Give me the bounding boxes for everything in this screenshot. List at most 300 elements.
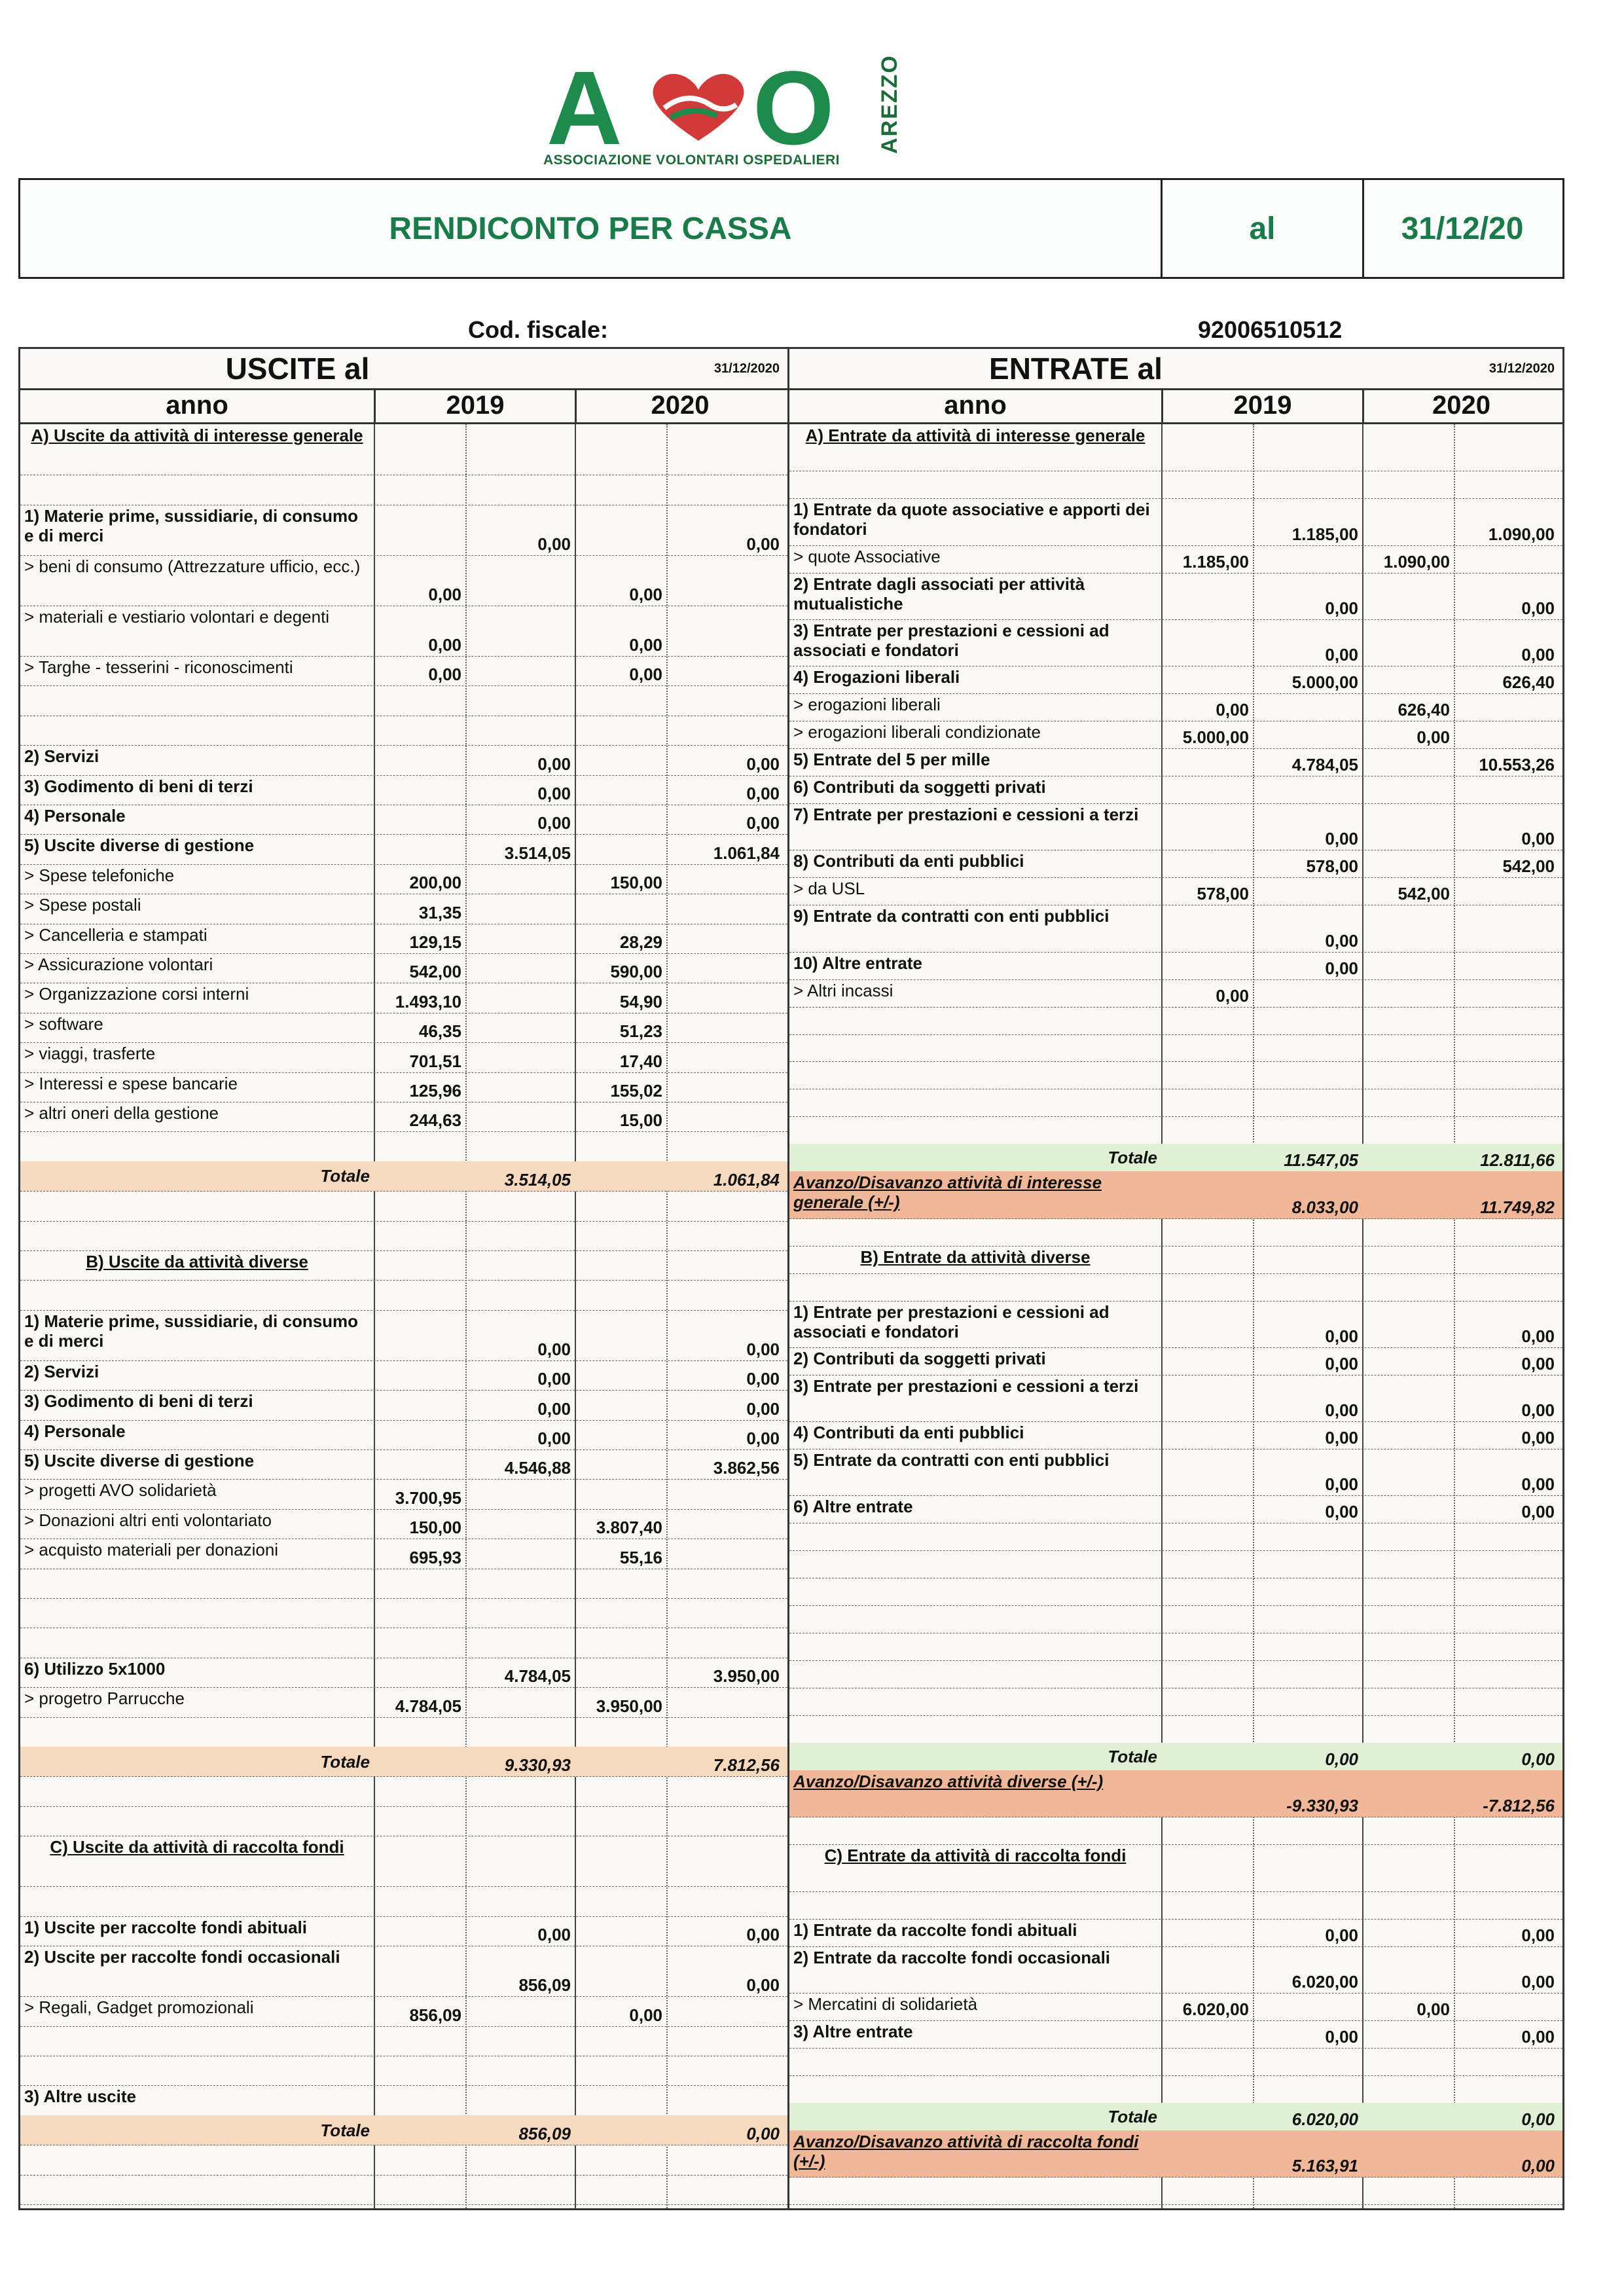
entrate-value-d	[1454, 1605, 1559, 1633]
entrate-value-c: 0,00	[1416, 1999, 1450, 2019]
entrate-value-a	[1161, 1715, 1253, 1743]
entrate-row	[789, 1061, 1562, 1089]
entrate-row-label: Avanzo/Disavanzo attività di interesse generale (+/-)	[793, 1173, 1102, 1212]
uscite-value-c: 0,00	[629, 635, 662, 655]
entrate-value-d	[1454, 1817, 1559, 1844]
entrate-anno-label: anno	[944, 391, 1007, 420]
logo-city: AREZZO	[877, 54, 902, 154]
entrate-value-b: 0,00	[1325, 1502, 1358, 1522]
uscite-value-a	[374, 475, 465, 504]
uscite-value-b: 0,00	[537, 754, 571, 774]
uscite-value-c	[575, 1836, 666, 1886]
entrate-row-label: 3) Entrate per prestazioni e cessioni ad associati e fondatori	[793, 620, 1110, 660]
uscite-value-a	[374, 2056, 465, 2085]
uscite-row	[20, 1420, 787, 1450]
entrate-value-c	[1362, 850, 1454, 877]
uscite-value-c: 15,00	[619, 1110, 662, 1131]
uscite-table	[18, 347, 789, 2210]
entrate-value-b: 0,00	[1325, 2026, 1358, 2047]
uscite-value-a	[374, 1280, 465, 1309]
entrate-row	[789, 498, 1562, 545]
uscite-value-d	[666, 1102, 784, 1131]
uscite-value-a: 129,15	[409, 932, 461, 952]
uscite-value-d: 0,00	[746, 1339, 780, 1359]
entrate-row-label	[789, 2048, 1161, 2075]
uscite-value-d: 0,00	[746, 1398, 780, 1419]
entrate-value-c	[1362, 1421, 1454, 1449]
uscite-row-label: 3) Altre uscite	[24, 2086, 136, 2107]
uscite-row-label: > Spese telefoniche	[24, 865, 175, 885]
uscite-row	[20, 555, 787, 606]
entrate-row	[789, 1770, 1562, 1817]
page-title: RENDICONTO PER CASSA	[389, 211, 792, 246]
entrate-row-label: Totale	[1108, 1148, 1157, 1168]
uscite-value-a: 244,63	[409, 1110, 461, 1131]
entrate-value-c	[1362, 1633, 1454, 1660]
entrate-value-c	[1362, 1891, 1454, 1919]
entrate-row-label: 7) Entrate per prestazioni e cessioni a terzi	[793, 805, 1139, 825]
uscite-value-a: 150,00	[409, 1518, 461, 1538]
entrate-header-date: 31/12/2020	[1489, 361, 1555, 376]
uscite-value-a	[374, 1628, 465, 1657]
uscite-value-c	[575, 1310, 666, 1360]
entrate-row	[789, 1578, 1562, 1606]
uscite-row-label: 1) Uscite per raccolte fondi abituali	[24, 1917, 307, 1937]
entrate-value-d	[1454, 1660, 1559, 1688]
uscite-value-a	[374, 2085, 465, 2115]
entrate-row	[789, 619, 1562, 666]
entrate-value-a	[1161, 776, 1253, 803]
uscite-value-b	[465, 424, 575, 475]
uscite-row-label	[20, 1191, 374, 1220]
uscite-row-label: > beni di consumo (Attrezzature ufficio, ecc.)	[24, 556, 361, 576]
uscite-value-a: 31,35	[418, 902, 461, 922]
uscite-value-b	[465, 475, 575, 504]
entrate-value-b	[1253, 1523, 1362, 1550]
uscite-value-a	[374, 1946, 465, 1996]
uscite-value-a	[374, 745, 465, 774]
entrate-value-c	[1362, 1578, 1454, 1605]
entrate-value-c	[1362, 1688, 1454, 1715]
entrate-row	[789, 2103, 1562, 2131]
uscite-value-a	[374, 1161, 465, 1191]
entrate-value-a	[1161, 850, 1253, 877]
uscite-value-a	[374, 1250, 465, 1280]
entrate-row	[789, 2177, 1562, 2205]
entrate-value-d	[1454, 2048, 1559, 2075]
uscite-row	[20, 1996, 787, 2026]
uscite-row-label	[20, 1280, 374, 1309]
uscite-row	[20, 505, 787, 556]
uscite-row	[20, 1131, 787, 1161]
uscite-value-a	[374, 2026, 465, 2056]
uscite-value-d	[666, 656, 784, 685]
uscite-value-d	[666, 864, 784, 894]
entrate-value-c	[1362, 2048, 1454, 2075]
uscite-value-c	[575, 1449, 666, 1479]
uscite-value-c	[575, 2026, 666, 2056]
entrate-value-d	[1454, 2177, 1559, 2204]
entrate-value-b: 0,00	[1325, 1925, 1358, 1945]
uscite-value-d	[666, 1280, 784, 1309]
entrate-row	[789, 979, 1562, 1008]
uscite-value-d	[666, 1886, 784, 1916]
uscite-value-c: 51,23	[619, 1021, 662, 1042]
entrate-value-c	[1362, 573, 1454, 619]
uscite-value-c	[575, 1479, 666, 1508]
uscite-value-d	[666, 1836, 784, 1886]
entrate-value-d	[1454, 1550, 1559, 1578]
uscite-value-b	[465, 555, 575, 606]
entrate-row-label: 1) Entrate da quote associative e apporti dei fondatori	[793, 500, 1150, 539]
entrate-row	[789, 1273, 1562, 1302]
uscite-row	[20, 1717, 787, 1747]
entrate-value-b: 578,00	[1306, 856, 1358, 877]
entrate-value-c	[1362, 1449, 1454, 1495]
uscite-row	[20, 1250, 787, 1281]
entrate-value-a	[1161, 2048, 1253, 2075]
uscite-value-c: 17,40	[619, 1051, 662, 1071]
uscite-value-b: 0,00	[537, 1339, 571, 1359]
uscite-row-label	[20, 1221, 374, 1250]
uscite-value-b	[465, 716, 575, 745]
entrate-row	[789, 1844, 1562, 1891]
uscite-value-a	[374, 1360, 465, 1390]
uscite-row	[20, 864, 787, 894]
entrate-row-label: Totale	[1108, 2106, 1157, 2126]
uscite-value-c: 0,00	[629, 584, 662, 604]
entrate-value-d	[1454, 1007, 1559, 1034]
uscite-row	[20, 1539, 787, 1569]
uscite-row-label: A) Uscite da attività di interesse generale	[31, 426, 363, 445]
entrate-row	[789, 1301, 1562, 1348]
uscite-value-d	[666, 1509, 784, 1539]
entrate-value-a	[1161, 803, 1253, 850]
uscite-row-label	[20, 475, 374, 504]
entrate-row-label	[789, 1633, 1161, 1660]
entrate-value-c	[1362, 2103, 1454, 2130]
entrate-value-d: 0,00	[1521, 1502, 1555, 1522]
entrate-value-c	[1362, 1550, 1454, 1578]
uscite-value-b: 4.546,88	[504, 1458, 571, 1478]
uscite-value-b	[465, 1280, 575, 1309]
uscite-value-b	[465, 2175, 575, 2204]
entrate-value-d: 11.749,82	[1480, 1197, 1555, 1217]
uscite-value-d	[666, 1996, 784, 2026]
uscite-value-b: 0,00	[537, 1369, 571, 1389]
uscite-row	[20, 924, 787, 954]
uscite-value-c	[575, 1390, 666, 1419]
uscite-row	[20, 775, 787, 805]
entrate-value-d	[1454, 545, 1559, 573]
uscite-value-c	[575, 1250, 666, 1280]
entrate-value-b: 0,00	[1325, 1749, 1358, 1770]
entrate-row	[789, 1495, 1562, 1523]
entrate-row	[789, 2020, 1562, 2049]
entrate-value-a	[1161, 1144, 1253, 1171]
uscite-value-b: 3.514,05	[504, 843, 571, 863]
uscite-value-d	[666, 606, 784, 656]
uscite-value-d	[666, 1072, 784, 1102]
entrate-row-label: 5) Entrate da contratti con enti pubblici	[793, 1450, 1110, 1470]
entrate-value-c	[1362, 666, 1454, 693]
uscite-value-d: 0,00	[746, 534, 780, 554]
uscite-row	[20, 606, 787, 657]
entrate-value-d	[1454, 776, 1559, 803]
entrate-value-c	[1362, 1523, 1454, 1550]
uscite-value-b	[465, 1102, 575, 1131]
entrate-value-a	[1161, 1946, 1253, 1993]
entrate-value-d	[1454, 1715, 1559, 1743]
entrate-row-label: > erogazioni liberali condizionate	[793, 722, 1041, 742]
entrate-value-a	[1161, 1660, 1253, 1688]
entrate-row-label: 3) Entrate per prestazioni e cessioni a terzi	[793, 1376, 1139, 1396]
entrate-row	[789, 1743, 1562, 1771]
entrate-value-b	[1253, 1817, 1362, 1844]
entrate-value-b	[1253, 1550, 1362, 1578]
uscite-value-d	[666, 894, 784, 923]
entrate-value-d: 0,00	[1521, 598, 1555, 618]
entrate-value-d	[1454, 1116, 1559, 1144]
uscite-row-label: > Regali, Gadget promozionali	[24, 1997, 254, 2018]
entrate-value-b: 11.547,05	[1284, 1150, 1358, 1171]
uscite-row-label: 3) Godimento di beni di terzi	[24, 776, 253, 796]
uscite-value-c	[575, 745, 666, 774]
uscite-value-b	[465, 2085, 575, 2115]
uscite-row	[20, 1946, 787, 1997]
uscite-value-a: 125,96	[409, 1080, 461, 1101]
entrate-value-c	[1362, 1605, 1454, 1633]
entrate-value-a	[1161, 1550, 1253, 1578]
uscite-value-c	[575, 2085, 666, 2115]
entrate-value-a	[1161, 1495, 1253, 1523]
entrate-value-d: 0,00	[1521, 1971, 1555, 1992]
uscite-value-d	[666, 1250, 784, 1280]
entrate-row	[789, 2075, 1562, 2104]
uscite-row-label	[20, 716, 374, 745]
codice-fiscale-value: 92006510512	[1198, 316, 1343, 343]
entrate-row-label: 2) Contributi da soggetti privati	[793, 1348, 1046, 1368]
uscite-row-label: 2) Uscite per raccolte fondi occasionali	[24, 1947, 340, 1967]
entrate-value-d	[1454, 1246, 1559, 1273]
entrate-year-2020: 2020	[1362, 388, 1559, 422]
uscite-row	[20, 1916, 787, 1946]
entrate-row-label: 10) Altre entrate	[793, 953, 922, 973]
uscite-value-c	[575, 1191, 666, 1220]
entrate-value-b	[1253, 776, 1362, 803]
entrate-value-c	[1362, 1844, 1454, 1891]
entrate-value-a: 578,00	[1197, 884, 1249, 904]
entrate-value-d: 0,00	[1521, 1925, 1555, 1945]
entrate-row-label: 2) Entrate da raccolte fondi occasionali	[793, 1947, 1111, 1967]
uscite-value-a	[374, 1390, 465, 1419]
uscite-value-c	[575, 834, 666, 864]
uscite-value-b	[465, 656, 575, 685]
uscite-value-a	[374, 424, 465, 475]
entrate-value-a	[1161, 2177, 1253, 2204]
uscite-value-d	[666, 983, 784, 1012]
entrate-row-label	[789, 1218, 1161, 1246]
uscite-value-b	[465, 2145, 575, 2174]
entrate-row	[789, 471, 1562, 499]
entrate-value-c	[1362, 1743, 1454, 1770]
uscite-value-d	[666, 685, 784, 715]
entrate-row	[789, 666, 1562, 694]
entrate-row-label	[789, 1034, 1161, 1062]
entrate-row-label	[789, 1116, 1161, 1144]
entrate-value-a	[1161, 1089, 1253, 1116]
entrate-value-b: 6.020,00	[1291, 2109, 1358, 2129]
uscite-value-c: 0,00	[629, 665, 662, 685]
uscite-value-d: 0,00	[746, 813, 780, 833]
entrate-value-c	[1362, 1171, 1454, 1218]
entrate-value-a	[1161, 1218, 1253, 1246]
uscite-value-a	[374, 1717, 465, 1747]
entrate-value-a	[1161, 1375, 1253, 1421]
uscite-value-b: 0,00	[537, 813, 571, 833]
uscite-row-label: 5) Uscite diverse di gestione	[24, 1451, 255, 1471]
uscite-row-label: 1) Materie prime, sussidiarie, di consumo e di merci	[24, 505, 359, 545]
entrate-value-a	[1161, 1116, 1253, 1144]
uscite-value-c	[575, 475, 666, 504]
uscite-row-label: > progetro Parrucche	[24, 1688, 185, 1709]
entrate-value-b: 0,00	[1325, 829, 1358, 849]
entrate-row-label: 3) Altre entrate	[793, 2021, 913, 2041]
uscite-value-a	[374, 1221, 465, 1250]
uscite-value-d: 1.061,84	[713, 843, 780, 863]
entrate-value-b	[1253, 1891, 1362, 1919]
entrate-value-d: 1.090,00	[1488, 524, 1555, 544]
uscite-value-b: 4.784,05	[504, 1666, 571, 1686]
entrate-value-c	[1362, 1660, 1454, 1688]
uscite-value-b	[465, 864, 575, 894]
entrate-value-c	[1362, 1919, 1454, 1946]
uscite-value-c	[575, 2175, 666, 2204]
entrate-row	[789, 1633, 1562, 1661]
entrate-value-c	[1362, 1218, 1454, 1246]
entrate-value-b	[1253, 1034, 1362, 1062]
uscite-value-b	[465, 924, 575, 953]
entrate-row	[789, 1421, 1562, 1449]
entrate-value-c: 1.090,00	[1383, 551, 1450, 572]
entrate-row	[789, 1605, 1562, 1633]
uscite-value-d	[666, 1191, 784, 1220]
entrate-value-d: 0,00	[1521, 1326, 1555, 1346]
title-box	[18, 178, 1564, 279]
uscite-value-c	[575, 775, 666, 805]
uscite-value-b	[465, 1687, 575, 1717]
uscite-row	[20, 1569, 787, 1599]
uscite-value-a	[374, 1658, 465, 1687]
entrate-value-b: 1.185,00	[1291, 524, 1358, 544]
entrate-value-c	[1362, 748, 1454, 776]
entrate-row	[789, 2048, 1562, 2076]
entrate-row-label: > quote Associative	[793, 546, 941, 566]
entrate-row-label	[789, 1605, 1161, 1633]
uscite-value-a: 542,00	[409, 962, 461, 982]
uscite-row	[20, 1449, 787, 1480]
uscite-value-c	[575, 1886, 666, 1916]
entrate-row	[789, 1550, 1562, 1578]
uscite-value-d	[666, 1539, 784, 1568]
entrate-row-label: > da USL	[793, 879, 865, 899]
entrate-value-a: 1.185,00	[1182, 551, 1249, 572]
uscite-value-b	[465, 1479, 575, 1508]
entrate-value-c	[1362, 952, 1454, 979]
uscite-value-c: 28,29	[619, 932, 662, 952]
uscite-row	[20, 953, 787, 983]
uscite-value-d	[666, 1042, 784, 1072]
entrate-row-label: C) Entrate da attività di raccolta fondi	[824, 1846, 1127, 1866]
entrate-value-b: 0,00	[1325, 1400, 1358, 1421]
uscite-value-b	[465, 606, 575, 656]
entrate-row-label	[789, 1578, 1161, 1605]
uscite-row-label	[20, 1717, 374, 1747]
uscite-value-c: 0,00	[629, 2005, 662, 2025]
uscite-value-d: 0,00	[746, 1975, 780, 1995]
uscite-value-c: 3.950,00	[596, 1696, 662, 1716]
uscite-row-label: > materiali e vestiario volontari e degenti	[24, 606, 330, 627]
entrate-value-a	[1161, 1007, 1253, 1034]
entrate-row	[789, 1171, 1562, 1218]
uscite-row	[20, 1776, 787, 1806]
uscite-row	[20, 1687, 787, 1717]
uscite-value-c	[575, 2056, 666, 2085]
uscite-row-label: 2) Servizi	[24, 746, 99, 767]
entrate-row-label	[789, 1089, 1161, 1116]
entrate-row	[789, 1660, 1562, 1688]
uscite-value-a	[374, 716, 465, 745]
uscite-row	[20, 1191, 787, 1221]
entrate-value-c	[1362, 619, 1454, 666]
uscite-value-a: 3.700,95	[395, 1487, 461, 1508]
entrate-value-b	[1253, 1273, 1362, 1301]
uscite-value-a: 46,35	[418, 1021, 461, 1042]
uscite-row-label: > Assicurazione volontari	[24, 954, 213, 974]
entrate-value-d: 10.553,26	[1479, 755, 1555, 775]
entrate-row-label	[789, 1550, 1161, 1578]
entrate-value-d: 0,00	[1521, 1428, 1555, 1448]
entrate-value-b	[1253, 1844, 1362, 1891]
uscite-value-d: 7.812,56	[713, 1755, 780, 1776]
entrate-value-c	[1362, 1817, 1454, 1844]
entrate-value-c	[1362, 1089, 1454, 1116]
uscite-value-c: 3.807,40	[596, 1518, 662, 1538]
entrate-value-a	[1161, 1301, 1253, 1347]
uscite-value-a	[374, 1191, 465, 1220]
uscite-row-label: 2) Servizi	[24, 1361, 99, 1381]
uscite-row	[20, 1360, 787, 1391]
entrate-value-d: 12.811,66	[1480, 1150, 1555, 1171]
entrate-value-d	[1454, 471, 1559, 498]
entrate-value-b	[1253, 877, 1362, 905]
uscite-row-label: Totale	[320, 1751, 370, 1772]
uscite-row	[20, 2026, 787, 2056]
entrate-row-label	[789, 1273, 1161, 1301]
entrate-row	[789, 2130, 1562, 2178]
entrate-value-d	[1454, 877, 1559, 905]
uscite-row-label: > altri oneri della gestione	[24, 1102, 219, 1123]
entrate-value-c	[1362, 1007, 1454, 1034]
uscite-value-b: 9.330,93	[504, 1755, 571, 1776]
entrate-row	[789, 1449, 1562, 1496]
uscite-year-2019: 2019	[374, 388, 575, 422]
uscite-row	[20, 1747, 787, 1777]
entrate-value-c	[1362, 1246, 1454, 1273]
uscite-value-c	[575, 1280, 666, 1309]
codice-fiscale-label: Cod. fiscale:	[468, 316, 609, 343]
uscite-value-b	[465, 1776, 575, 1806]
